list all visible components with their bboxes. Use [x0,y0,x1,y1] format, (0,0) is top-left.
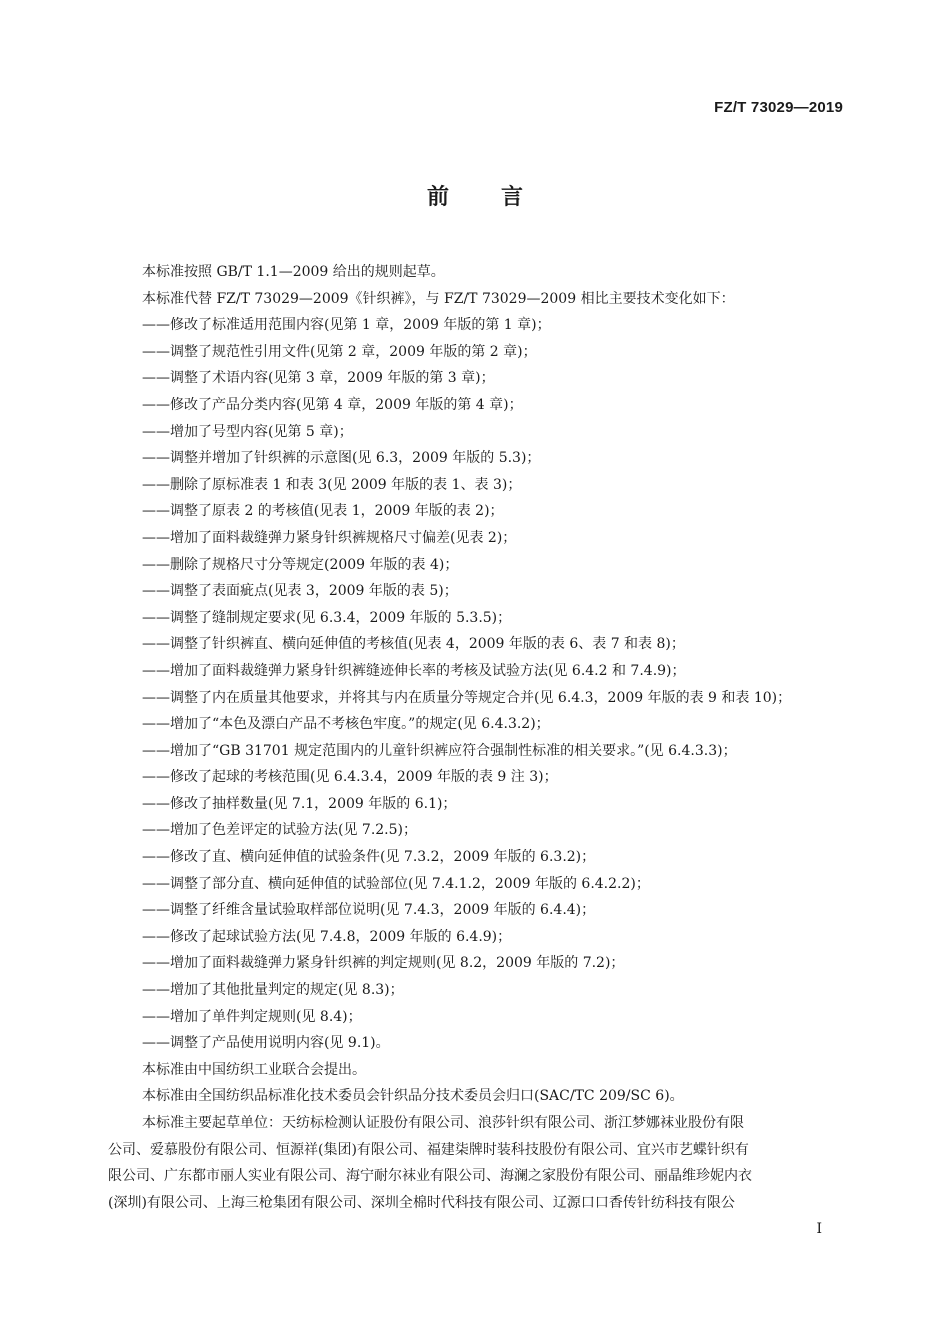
list-item: ——增加了面料裁缝弹力紧身针织裤缝迹伸长率的考核及试验方法(见 6.4.2 和 7.4.9)； [142,662,686,679]
list-item: ——修改了起球试验方法(见 7.4.8，2009 年版的 6.4.9)； [142,928,512,945]
replaces-paragraph: 本标准代替 FZ/T 73029—2009《针织裤》，与 FZ/T 73029—2009 相比主要技术变化如下： [142,290,735,307]
list-item: ——修改了起球的考核范围(见 6.4.3.4，2009 年版的表 9 注 3)； [142,769,558,786]
list-item: ——调整了规范性引用文件(见第 2 章，2009 年版的第 2 章)； [142,343,537,360]
centralized-by-paragraph: 本标准由全国纺织品标准化技术委员会针织品分技术委员会归口(SAC/TC 209/SC 6)。 [142,1088,684,1105]
list-item: ——调整了术语内容(见第 3 章，2009 年版的第 3 章)； [142,370,495,387]
list-item: ——修改了直、横向延伸值的试验条件(见 7.3.2，2009 年版的 6.3.2)； [142,849,596,866]
page-title: 前言 [426,185,575,210]
drafters-line: 本标准主要起草单位：天纺标检测认证股份有限公司、浪莎针织有限公司、浙江梦娜袜业股份有限 [142,1115,744,1131]
drafters-line: 公司、爱慕股份有限公司、恒源祥(集团)有限公司、福建柒牌时装科技股份有限公司、宜兴市艺蝶针织有 [108,1141,749,1158]
list-item: ——调整并增加了针织裤的示意图(见 6.3，2009 年版的 5.3)； [142,450,541,467]
list-item: ——修改了抽样数量(见 7.1，2009 年版的 6.1)； [142,795,457,812]
proposed-by-paragraph: 本标准由中国纺织工业联合会提出。 [142,1061,366,1078]
drafting-units-paragraph [108,1110,844,1216]
list-item: ——增加了其他批量判定的规定(见 8.3)； [142,982,404,999]
list-item: ——增加了色差评定的试验方法(见 7.2.5)； [142,822,417,839]
list-item: ——调整了产品使用说明内容(见 9.1)。 [142,1035,390,1052]
list-item: ——增加了单件判定规则(见 8.4)； [142,1008,362,1025]
list-item: ——增加了号型内容(见第 5 章)； [142,423,353,440]
list-item: ——调整了针织裤直、横向延伸值的考核值(见表 4，2009 年版的表 6、表 7 和表 8)； [142,636,685,653]
drafters-line: 限公司、广东都市丽人实业有限公司、海宁耐尔袜业有限公司、海澜之家股份有限公司、丽晶维珍妮内衣 [108,1168,752,1185]
list-item: ——调整了部分直、横向延伸值的试验部位(见 7.4.1.2，2009 年版的 6.4.2.2)； [142,875,650,892]
standard-number: FZ/T 73029—2019 [714,99,843,116]
list-item: ——删除了规格尺寸分等规定(2009 年版的表 4)； [142,556,459,573]
list-item: ——增加了“本色及漂白产品不考核色牢度。”的规定(见 6.4.3.2)； [142,716,550,733]
drafters-line: (深圳)有限公司、上海三枪集团有限公司、深圳全棉时代科技有限公司、辽源口口香传针纺科技有限公 [108,1194,735,1211]
list-item: ——调整了纤维含量试验取样部位说明(见 7.4.3，2009 年版的 6.4.4)； [142,902,596,919]
list-item: ——删除了原标准表 1 和表 3(见 2009 年版的表 1、表 3)； [142,476,522,493]
page-number: I [816,1221,822,1237]
changes-list [108,312,844,1057]
list-item: ——调整了表面疵点(见表 3，2009 年版的表 5)； [142,583,458,600]
list-item: ——调整了原表 2 的考核值(见表 1，2009 年版的表 2)； [142,503,504,520]
list-item: ——调整了内在质量其他要求，并将其与内在质量分等规定合并(见 6.4.3，2009 年版的表 9 和表 10)； [142,689,792,706]
foreword-body [108,259,844,1216]
drafting-rule-paragraph: 本标准按照 GB/T 1.1—2009 给出的规则起草。 [142,264,445,280]
list-item: ——增加了“GB 31701 规定范围内的儿童针织裤应符合强制性标准的相关要求。”(见 6.4.3.3)； [142,742,737,759]
list-item: ——修改了标准适用范围内容(见第 1 章，2009 年版的第 1 章)； [142,317,551,334]
list-item: ——增加了面料裁缝弹力紧身针织裤的判定规则(见 8.2，2009 年版的 7.2)； [142,955,625,972]
list-item: ——调整了缝制规定要求(见 6.3.4，2009 年版的 5.3.5)； [142,609,512,626]
list-item: ——修改了产品分类内容(见第 4 章，2009 年版的第 4 章)； [142,396,523,413]
list-item: ——增加了面料裁缝弹力紧身针织裤规格尺寸偏差(见表 2)； [142,529,517,546]
